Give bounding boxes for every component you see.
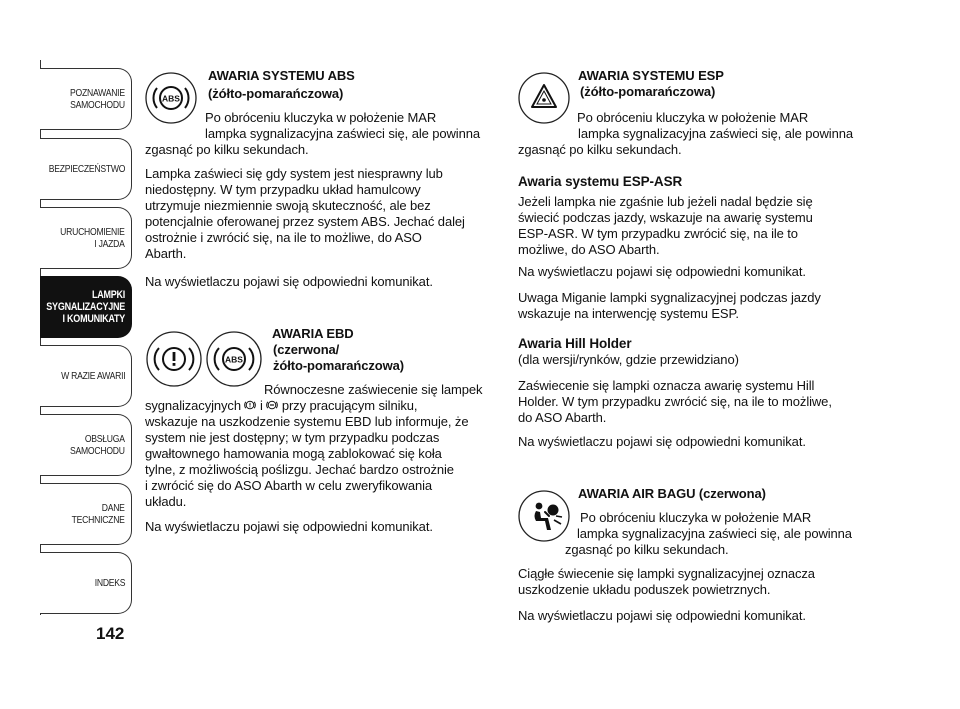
ebd-text-part: przy pracującym silniku, (281, 398, 418, 413)
page-number: 142 (96, 624, 125, 643)
tab-indeks[interactable] (40, 552, 132, 614)
ebd-title: AWARIA EBD (272, 326, 354, 341)
tab-uruchomienie-i-jazda[interactable] (40, 207, 132, 269)
tab-label: BEZPIECZEŃSTWO (48, 163, 125, 175)
ebd-text-conj: i (259, 398, 263, 413)
airbag-paragraph-1b: lampka sygnalizacyjna zaświeci się, ale powinna (577, 526, 852, 541)
tab-label: POZNAWANIE SAMOCHODU (70, 87, 125, 111)
ebd-subtitle-1: (czerwona/ (273, 342, 340, 357)
airbag-paragraph-1a: Po obróceniu kluczyka w położenie MAR (580, 510, 812, 525)
esp-paragraph-1b-line1: lampka sygnalizacyjna zaświeci się, ale powinna (578, 126, 853, 141)
abs-warning-icon-ebd (205, 330, 263, 388)
tab-label: OBSŁUGA SAMOCHODU (70, 433, 125, 457)
ebd-text-part: sygnalizacyjnych (145, 398, 241, 413)
esp-paragraph-3: Na wyświetlaczu pojawi się odpowiedni komunikat. (518, 264, 806, 279)
tab-bezpieczenstwo[interactable] (40, 138, 132, 200)
abs-paragraph-3: Na wyświetlaczu pojawi się odpowiedni komunikat. (145, 274, 433, 289)
tab-w-razie-awarii[interactable] (40, 345, 132, 407)
airbag-title: AWARIA AIR BAGU (czerwona) (578, 486, 766, 501)
airbag-paragraph-2: Ciągłe świecenie się lampki sygnalizacyjnej oznacza uszkodzenie układu poduszek powietrznych. (518, 566, 815, 597)
tab-label: URUCHOMIENIE I JAZDA (60, 226, 125, 250)
abs-icon-text: ABS (225, 354, 243, 365)
esp-subtitle: (żółto-pomarańczowa) (580, 84, 716, 99)
esp-paragraph-7: Na wyświetlaczu pojawi się odpowiedni komunikat. (518, 434, 806, 449)
brake-small-icon (244, 399, 256, 411)
tab-poznawanie-samochodu[interactable] (40, 68, 132, 130)
abs-subtitle: (żółto-pomarańczowa) (208, 86, 344, 101)
esp-subheading-hill-holder: Awaria Hill Holder (518, 336, 632, 351)
tab-label: DANE TECHNICZNE (71, 502, 125, 526)
tab-label: LAMPKI SYGNALIZACYJNE I KOMUNIKATY (46, 289, 125, 325)
airbag-paragraph-3: Na wyświetlaczu pojawi się odpowiedni komunikat. (518, 608, 806, 623)
abs-paragraph-1b-line2: zgasnąć po kilku sekundach. (145, 142, 309, 157)
ebd-paragraph-1-inline (145, 398, 417, 414)
ebd-paragraph-1a: Równoczesne zaświecenie się lampek (264, 382, 483, 397)
esp-paragraph-4: Uwaga Miganie lampki sygnalizacyjnej podczas jazdy wskazuje na interwencję systemu ESP. (518, 290, 821, 321)
esp-subheading-esp-asr: Awaria systemu ESP-ASR (518, 174, 683, 189)
ebd-subtitle-2: żółto-pomarańczowa) (273, 358, 404, 373)
esp-paragraph-2: Jeżeli lampka nie zgaśnie lub jeżeli nadal będzie się świecić podczas jazdy, wskazuje na awarię systemu ESP-ASR. W tym przypadku zwrócić się, na ile to możliwe, do ASO Abarth. (518, 194, 813, 257)
tab-lampki-sygnalizacyjne[interactable] (40, 276, 132, 338)
abs-small-icon (266, 399, 278, 411)
abs-icon-text: ABS (162, 93, 180, 104)
brake-warning-icon (145, 330, 203, 388)
warning-triangle-icon (518, 72, 570, 124)
esp-paragraph-1a: Po obróceniu kluczyka w położenie MAR (577, 110, 809, 125)
esp-paragraph-6: Zaświecenie się lampki oznacza awarię systemu Hill Holder. W tym przypadku zwrócić się, na ile to możliwe, do ASO Abarth. (518, 378, 832, 425)
abs-warning-icon (145, 72, 197, 124)
esp-paragraph-5: (dla wersji/rynków, gdzie przewidziano) (518, 352, 739, 367)
abs-title: AWARIA SYSTEMU ABS (208, 68, 355, 83)
airbag-passenger-icon (518, 490, 570, 542)
esp-paragraph-1b-line2: zgasnąć po kilku sekundach. (518, 142, 682, 157)
ebd-paragraph-1e: wskazuje na uszkodzenie systemu EBD lub informuje, że system nie jest dostępny; w tym przypadku podczas gwałtownego hamowania mogą zablokować się koła tylne, z możliwością poślizgu. Jechać bardzo ostrożnie i zwrócić się do ASO Abarth w celu zweryfikowania układu. (145, 414, 469, 509)
airbag-paragraph-1c: zgasnąć po kilku sekundach. (565, 542, 729, 557)
tab-label: W RAZIE AWARII (60, 370, 125, 382)
tab-label: INDEKS (94, 577, 125, 589)
abs-paragraph-1a: Po obróceniu kluczyka w położenie MAR (205, 110, 437, 125)
ebd-paragraph-2: Na wyświetlaczu pojawi się odpowiedni komunikat. (145, 519, 433, 534)
abs-paragraph-2: Lampka zaświeci się gdy system jest niesprawny lub niedostępny. W tym przypadku układ hamulcowy utrzymuje niezmiennie swoją skuteczność, ale bez potencjalnie oferowanej przez system ABS. Jechać dalej ostrożnie i zwrócić się, na ile to możliwe, do ASO Abarth. (145, 166, 465, 261)
tab-dane-techniczne[interactable] (40, 483, 132, 545)
abs-paragraph-1b-line1: lampka sygnalizacyjna zaświeci się, ale powinna (205, 126, 480, 141)
esp-title: AWARIA SYSTEMU ESP (578, 68, 724, 83)
tab-obsluga-samochodu[interactable] (40, 414, 132, 476)
